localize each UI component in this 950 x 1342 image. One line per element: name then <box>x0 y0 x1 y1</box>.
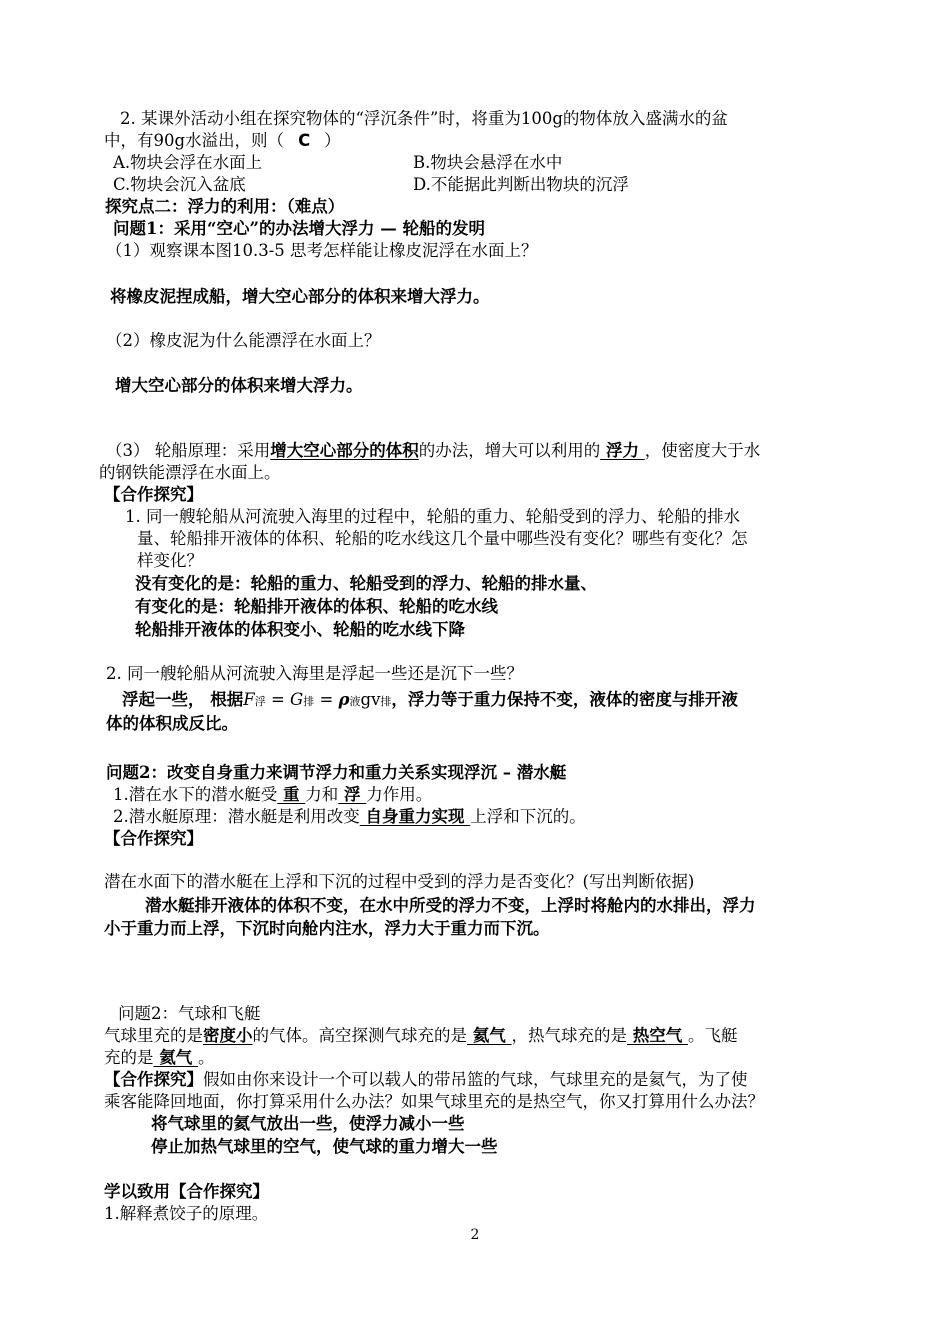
problem3-coop-line2: 乘客能降回地面，你打算采用什么办法？如果气球里充的是热空气，你又打算用什么办法？ <box>104 1092 764 1111</box>
blank-float: 浮 <box>338 785 367 804</box>
blank-helium: 氦气 <box>467 1026 512 1045</box>
coop-heading-1: 【合作探究】 <box>104 485 203 504</box>
blank-gravity: 重 <box>277 785 306 804</box>
problem1-title: 问题1：采用“空心”的办法增大浮力 — 轮船的发明 <box>113 219 485 238</box>
problem3-line1: 气球里充的是密度小的气体。高空探测气球充的是 氦气 ，热气球充的是 热空气 。飞艇 <box>104 1026 738 1045</box>
point2-question3-line2: 的钢铁能漂浮在水面上。 <box>99 463 281 482</box>
q2-line2: 中，有90g水溢出，则（ C ） <box>104 131 341 150</box>
problem3-answer1: 将气球里的氦气放出一些，使浮力减小一些 <box>151 1114 465 1133</box>
point2-question3: （3） 轮船原理：采用增大空心部分的体积的办法，增大可以利用的 浮力 ，使密度大于水 <box>106 441 761 460</box>
blank-hot-air: 热空气 <box>627 1026 688 1045</box>
problem2-answer-line2: 小于重力而上浮，下沉时向舱内注水，浮力大于重力而下沉。 <box>104 919 550 938</box>
coop1-item2-answer-line2: 体的体积成反比。 <box>106 714 238 733</box>
blank-airship-gas: 氦气 <box>153 1048 198 1067</box>
problem3-line2: 充的是 氦气 。 <box>104 1048 215 1067</box>
coop1-answer1: 没有变化的是：轮船的重力、轮船受到的浮力、轮船的排水量、 <box>135 574 597 593</box>
apply-item1: 1.解释煮饺子的原理。 <box>104 1204 269 1223</box>
q2-option-c: C.物块会沉入盆底 <box>113 175 246 194</box>
point2-answer1: 将橡皮泥捏成船，增大空心部分的体积来增大浮力。 <box>110 287 490 306</box>
problem3-title: 问题2：气球和飞艇 <box>118 1004 261 1023</box>
point2-question1: （1）观察课本图10.3-5 思考怎样能让橡皮泥浮在水面上？ <box>106 241 538 260</box>
blank-self-weight: 自身重力实现 <box>359 807 471 826</box>
coop1-item2-answer: 浮起一些， 根据F浮 = G排 = ρ液gv排，浮力等于重力保持不变，液体的密度与排开液 <box>122 690 738 709</box>
blank-low-density: 密度小 <box>203 1026 253 1045</box>
problem2-answer-line1: 潜水艇排开液体的体积不变，在水中所受的浮力不变，上浮时将舱内的水排出，浮力 <box>145 896 756 915</box>
problem3-coop: 【合作探究】假如由你来设计一个可以载人的带吊篮的气球，气球里充的是氦气，为了使 <box>104 1070 748 1089</box>
blank-hollow-volume: 增大空心部分的体积 <box>270 441 419 460</box>
point2-question2: （2）橡皮泥为什么能漂浮在水面上？ <box>106 331 381 350</box>
q2-answer: C <box>298 131 311 150</box>
coop1-item1-line2: 量、轮船排开液体的体积、轮船的吃水线这几个量中哪些没有变化？哪些有变化？怎 <box>137 529 748 548</box>
coop-heading-3: 【合作探究】 <box>104 1070 203 1089</box>
coop1-answer2: 有变化的是：轮船排开液体的体积、轮船的吃水线 <box>135 597 498 616</box>
problem2-title: 问题2：改变自身重力来调节浮力和重力关系实现浮沉 – 潜水艇 <box>106 763 567 782</box>
q2-option-a: A.物块会浮在水面上 <box>113 153 263 172</box>
problem2-line1: 1.潜在水下的潜水艇受 重 力和 浮 力作用。 <box>113 785 433 804</box>
blank-buoyancy: 浮力 <box>600 441 645 460</box>
q2-option-d: D.不能据此判断出物块的沉浮 <box>413 175 629 194</box>
problem2-line2: 2.潜水艇原理：潜水艇是利用改变 自身重力实现 上浮和下沉的。 <box>113 807 586 826</box>
coop1-item1-line3: 样变化？ <box>137 551 203 570</box>
page-number: 2 <box>470 1227 480 1243</box>
coop1-item1-line1: 1. 同一艘轮船从河流驶入海里的过程中，轮船的重力、轮船受到的浮力、轮船的排水 <box>125 507 740 526</box>
coop1-item2: 2. 同一艘轮船从河流驶入海里是浮起一些还是沉下一些？ <box>106 664 523 683</box>
point2-answer2: 增大空心部分的体积来增大浮力。 <box>115 376 363 395</box>
q2-option-b: B.物块会悬浮在水中 <box>413 153 563 172</box>
section-heading-point2: 探究点二：浮力的利用：（难点） <box>105 197 345 216</box>
apply-heading: 学以致用【合作探究】 <box>104 1182 269 1201</box>
problem2-question: 潜在水面下的潜水艇在上浮和下沉的过程中受到的浮力是否变化？(写出判断依据) <box>104 872 695 891</box>
q2-line1: 2. 某课外活动小组在探究物体的“浮沉条件”时，将重为100g的物体放入盛满水的盆 <box>120 109 728 128</box>
problem3-answer2: 停止加热气球里的空气，使气球的重力增大一些 <box>151 1137 498 1156</box>
coop1-answer3: 轮船排开液体的体积变小、轮船的吃水线下降 <box>135 620 465 639</box>
coop-heading-2: 【合作探究】 <box>104 829 203 848</box>
